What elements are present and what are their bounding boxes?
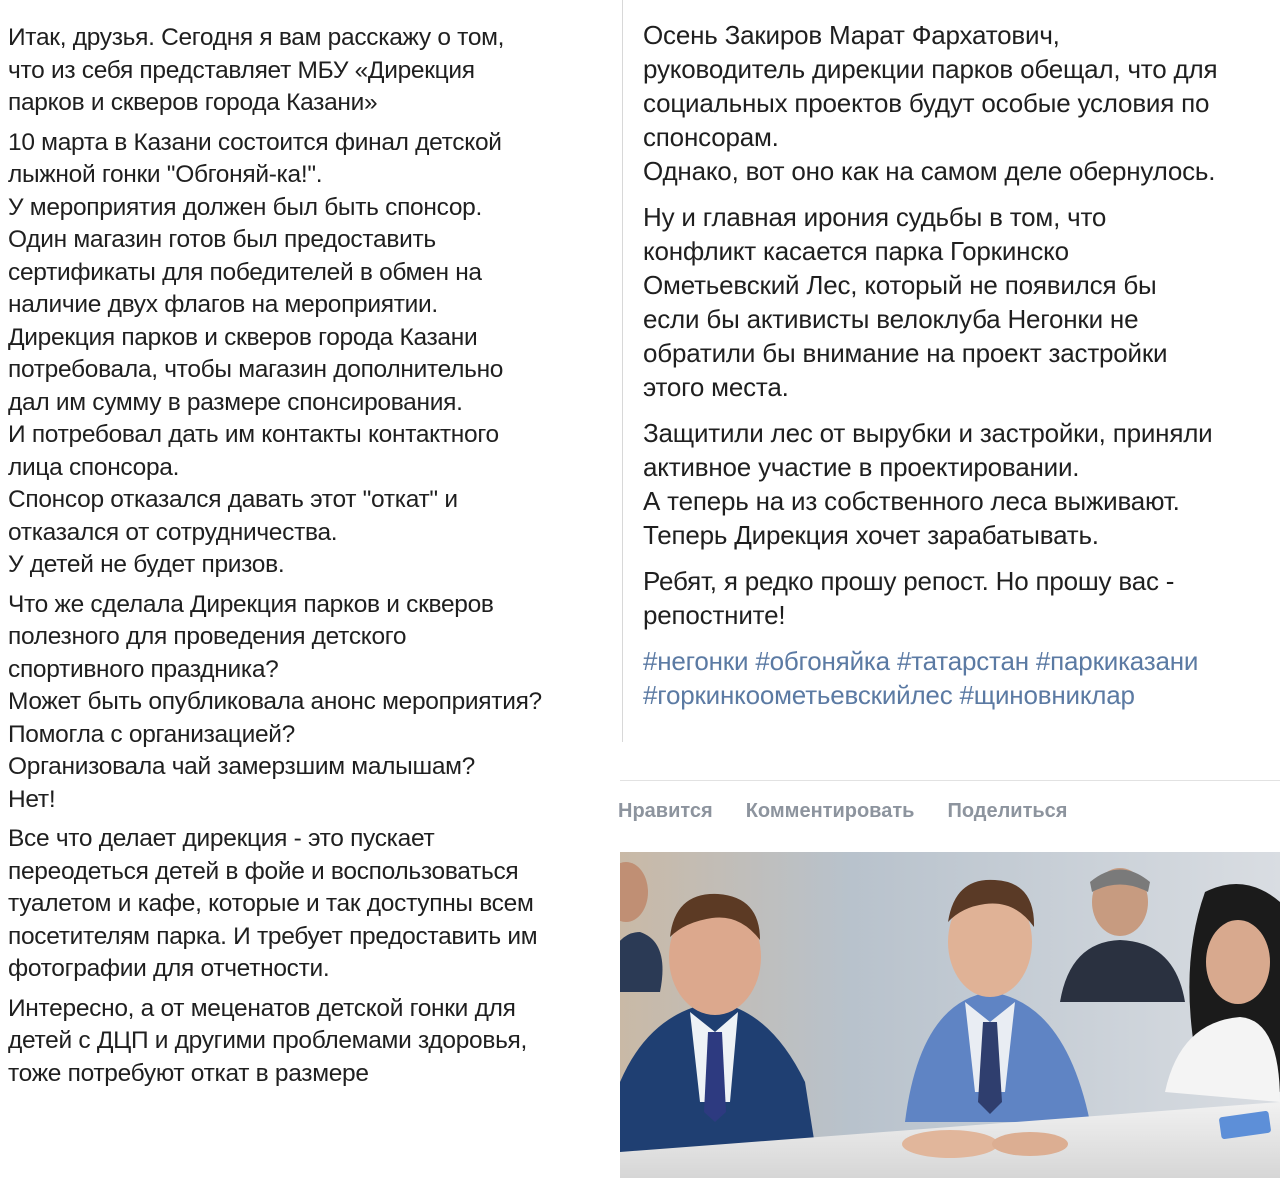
hashtag-link[interactable]: #горкинкоометьевскийлес <box>643 680 953 710</box>
text-line: что из себя представляет МБУ «Дирекция <box>8 56 475 84</box>
hashtag-link[interactable]: #паркиказани <box>1035 646 1199 676</box>
post-paragraph <box>8 993 604 1091</box>
text-line: Организовала чай замерзшим малышам? <box>8 753 476 780</box>
post-paragraph <box>8 22 604 120</box>
hashtag-link[interactable]: #щиновниклар <box>959 680 1135 710</box>
post-paragraph <box>8 127 604 582</box>
post-paragraph <box>643 200 1273 404</box>
text-line: дал им сумму в размере спонсирования. <box>8 388 463 416</box>
text-line: фотографии для отчетности. <box>8 955 330 982</box>
post-paragraph <box>643 416 1273 552</box>
text-line: Теперь Дирекция хочет зарабатывать. <box>643 520 1099 550</box>
text-line: лица спонсора. <box>8 453 180 481</box>
hashtag-line <box>643 644 1273 678</box>
left-post-text <box>8 22 604 1097</box>
text-line: спонсорам. <box>643 122 779 152</box>
text-line: этого места. <box>643 372 789 402</box>
text-line: детей с ДЦП и другими проблемами здоровья, <box>8 1027 528 1054</box>
hashtag-line <box>643 678 1273 712</box>
text-line: 10 марта в Казани состоится финал детской <box>8 128 502 156</box>
text-line: туалетом и кафе, которые и так доступны всем <box>8 890 534 917</box>
text-line: тоже потребуют откат в размере <box>8 1059 369 1087</box>
text-line: репостните! <box>643 600 786 630</box>
text-line: Все что делает дирекция - это пускает <box>8 825 435 852</box>
right-post-text <box>643 18 1273 724</box>
text-line: парков и скверов города Казани» <box>8 89 378 116</box>
text-line: социальных проектов будут особые условия по <box>643 88 1210 118</box>
text-line: спортивного праздника? <box>8 655 279 683</box>
text-line: руководитель дирекции парков обещал, что для <box>643 54 1218 84</box>
text-line: Нет! <box>8 785 56 813</box>
text-line: А теперь на из собственного леса выживают. <box>643 486 1180 516</box>
text-line: наличие двух флагов на мероприятии. <box>8 291 438 318</box>
text-line: Может быть опубликовала анонс мероприятия? <box>8 688 542 715</box>
post-paragraph <box>8 823 604 986</box>
text-line: переодеться детей в фойе и воспользоваться <box>8 857 519 885</box>
text-line: лыжной гонки "Обгоняй-ка!". <box>8 161 323 188</box>
text-line: Помогла с организацией? <box>8 720 295 748</box>
text-line: потребовала, чтобы магазин дополнительно <box>8 356 504 383</box>
hashtag-link[interactable]: #негонки <box>643 646 749 676</box>
text-line: обратили бы внимание на проект застройки <box>643 338 1168 368</box>
hashtag-list <box>643 644 1273 712</box>
text-line: Ометьевский Лес, который не появился бы <box>643 270 1157 300</box>
post-photo[interactable] <box>620 852 1280 1178</box>
meeting-photo-illustration <box>620 852 1280 1178</box>
text-line: Что же сделала Дирекция парков и скверов <box>8 590 494 618</box>
text-line: активное участие в проектировании. <box>643 452 1080 482</box>
text-line: конфликт касается парка Горкинско <box>643 236 1069 266</box>
hashtag-link[interactable]: #обгоняйка <box>755 646 890 676</box>
text-line: Один магазин готов был предоставить <box>8 226 436 253</box>
text-line: отказался от сотрудничества. <box>8 518 338 546</box>
text-line: Однако, вот оно как на самом деле обернулось. <box>643 156 1216 186</box>
text-line: Ребят, я редко прошу репост. Но прошу вас - <box>643 566 1175 596</box>
text-line: Ну и главная ирония судьбы в том, что <box>643 202 1107 232</box>
text-line: сертификаты для победителей в обмен на <box>8 258 482 286</box>
post-paragraph <box>643 18 1273 188</box>
text-line: если бы активисты велоклуба Негонки не <box>643 304 1139 334</box>
share-button[interactable]: Поделиться <box>947 800 1068 822</box>
post-actions-bar <box>618 800 1067 830</box>
text-line: посетителям парка. И требует предоставить им <box>8 922 538 950</box>
text-line: У мероприятия должен был быть спонсор. <box>8 193 482 221</box>
text-line: Интересно, а от меценатов детской гонки для <box>8 994 516 1022</box>
text-line: И потребовал дать им контакты контактного <box>8 421 499 448</box>
like-button[interactable]: Нравится <box>618 800 713 822</box>
text-line: У детей не будет призов. <box>8 551 285 578</box>
text-line: Спонсор отказался давать этот "откат" и <box>8 486 458 513</box>
text-line: Осень Закиров Марат Фархатович, <box>643 20 1060 50</box>
actions-divider <box>620 780 1280 781</box>
text-line: полезного для проведения детского <box>8 623 407 650</box>
text-line: Итак, друзья. Сегодня я вам расскажу о том, <box>8 24 505 51</box>
comment-button[interactable]: Комментировать <box>745 800 915 822</box>
post-paragraph <box>643 564 1273 632</box>
hashtag-link[interactable]: #татарстан <box>896 646 1029 676</box>
column-divider <box>622 0 623 742</box>
post-paragraph <box>8 589 604 817</box>
text-line: Защитили лес от вырубки и застройки, приняли <box>643 418 1213 448</box>
text-line: Дирекция парков и скверов города Казани <box>8 323 478 351</box>
